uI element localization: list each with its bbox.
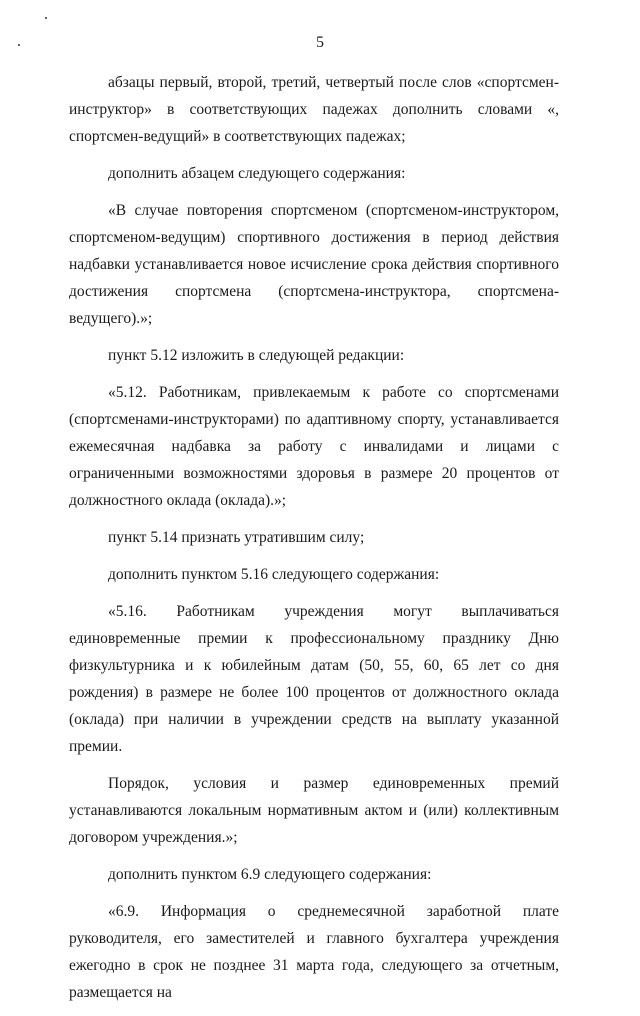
paragraph: дополнить пунктом 5.16 следующего содержания: bbox=[108, 566, 440, 583]
paragraph: «В случае повторения спортсменом (спортсменом-инструктором, спортсменом-ведущим) спортивного достижения в период действия надбавки устанавливается новое исчисление срока действия спортивного достижения спортсмена (спортсмена-инструктора, спортсмена-ведущего).»; bbox=[69, 202, 559, 327]
paragraph: «5.12. Работникам, привлекаемым к работе со спортсменами (спортсменами-инструкторами) по адаптивному спорту, устанавливается ежемесячная надбавка за работу с инвалидами и лицами с ограниченными возможностями здоровья в размере 20 процентов от должностного оклада (оклада).»; bbox=[69, 384, 559, 509]
page-number: 5 bbox=[316, 34, 324, 51]
scan-speck bbox=[45, 17, 47, 19]
paragraph: пункт 5.12 изложить в следующей редакции: bbox=[108, 347, 405, 364]
paragraph: «5.16. Работникам учреждения могут выплачиваться единовременные премии к профессиональному празднику Дню физкультурника и к юбилейным датам (50, 55, 60, 65 лет со дня рождения) в размере не более 100 процентов от должностного оклада (оклада) при наличии в учреждении средств на выплату указанной премии. bbox=[69, 603, 559, 755]
paragraph: дополнить пунктом 6.9 следующего содержания: bbox=[108, 866, 432, 883]
paragraph: дополнить абзацем следующего содержания: bbox=[108, 165, 406, 182]
document-body bbox=[69, 69, 559, 1016]
paragraph: «6.9. Информация о среднемесячной заработной плате руководителя, его заместителей и главного бухгалтера учреждения ежегодно в срок не позднее 31 марта года, следующего за отчетным, размещается на bbox=[69, 903, 559, 1001]
paragraph: Порядок, условия и размер единовременных премий устанавливаются локальным нормативным актом и (или) коллективным договором учреждения.»; bbox=[69, 775, 559, 846]
paragraph: пункт 5.14 признать утратившим силу; bbox=[108, 529, 365, 546]
paragraph: абзацы первый, второй, третий, четвертый после слов «спортсмен-инструктор» в соответствующих падежах дополнить словами «, спортсмен-ведущий» в соответствующих падежах; bbox=[69, 74, 559, 145]
